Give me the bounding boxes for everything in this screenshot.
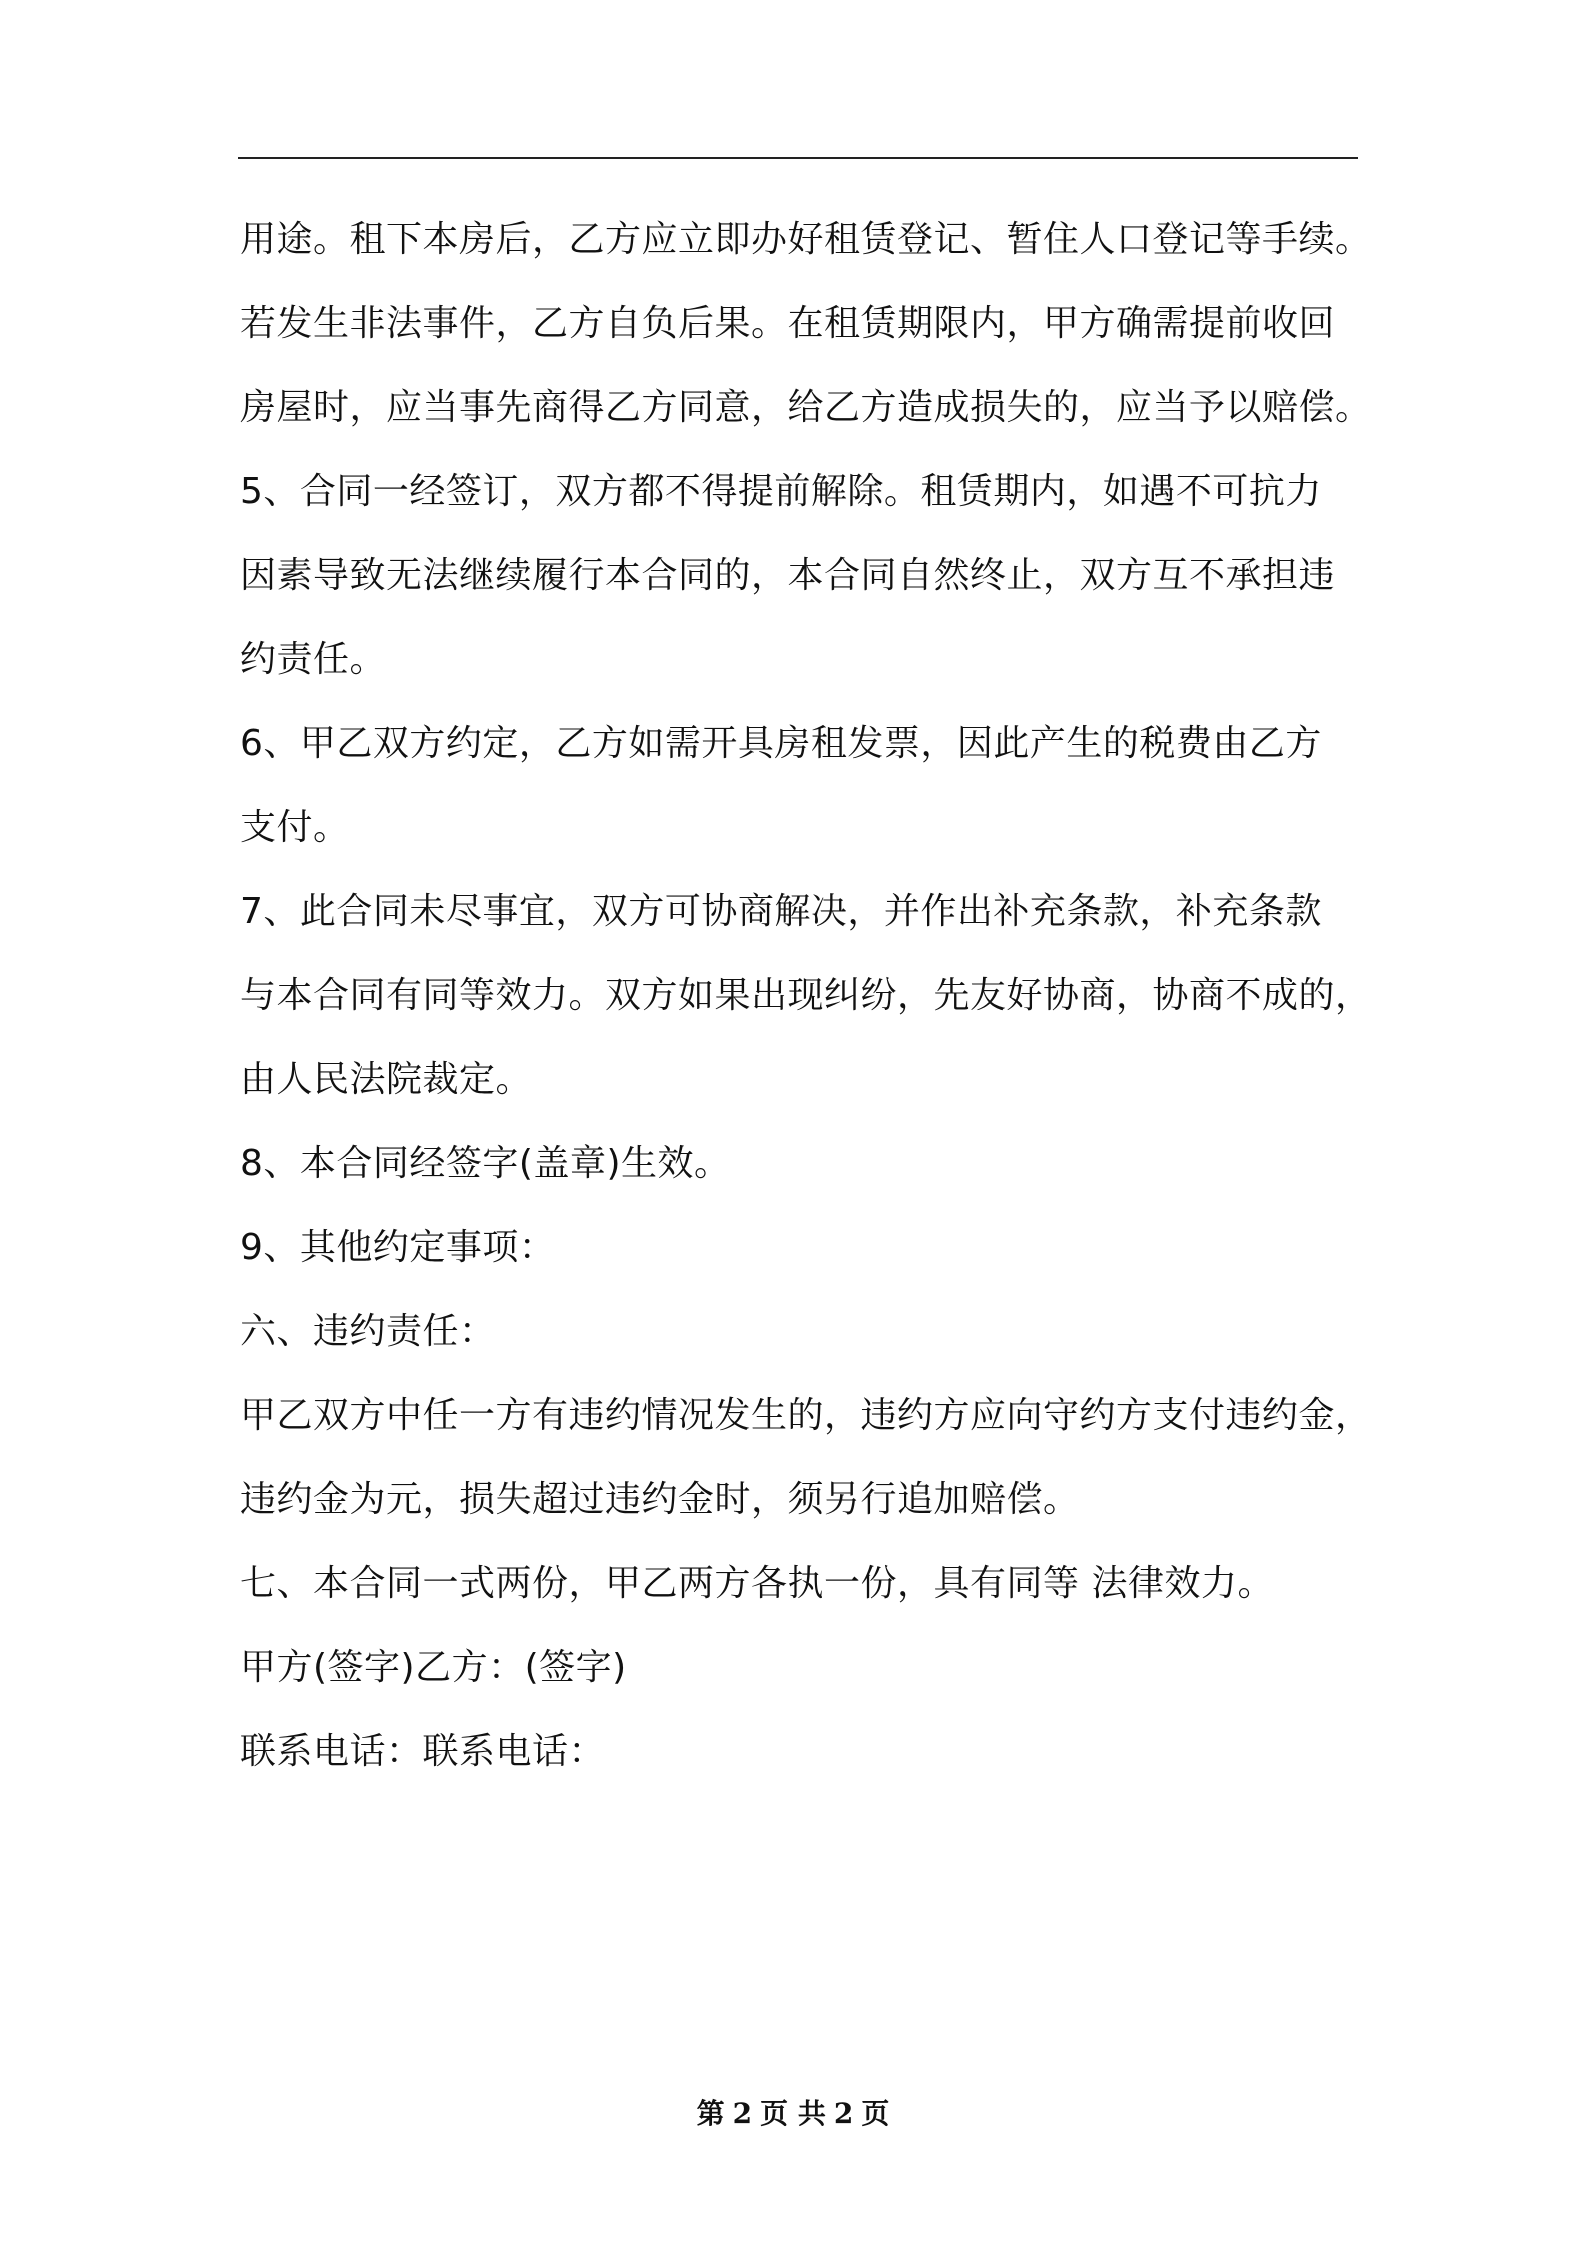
- text-line: 房屋时，应当事先商得乙方同意，给乙方造成损失的，应当予以赔偿。: [240, 387, 1372, 428]
- text-line: 用途。租下本房后，乙方应立即办好租赁登记、暂住人口登记等手续。: [240, 219, 1372, 260]
- contact-phone-line: 联系电话：联系电话：: [240, 1731, 606, 1772]
- clause-6-line: 6、甲乙双方约定，乙方如需开具房租发票，因此产生的税费由乙方: [240, 723, 1322, 764]
- clause-8-line: 8、本合同经签字(盖章)生效。: [240, 1143, 731, 1184]
- footer-current-page: 2: [732, 2097, 753, 2130]
- signature-line: 甲方(签字)乙方：(签字): [240, 1647, 627, 1688]
- section-seven-line: 七、本合同一式两份，甲乙两方各执一份，具有同等 法律效力。: [240, 1563, 1274, 1604]
- clause-9-line: 9、其他约定事项：: [240, 1227, 556, 1268]
- footer-prefix: 第: [696, 2097, 725, 2130]
- text-line: 违约金为元，损失超过违约金时，须另行追加赔偿。: [240, 1479, 1080, 1520]
- footer-suffix: 页: [861, 2097, 890, 2130]
- section-heading-breach: 六、违约责任：: [240, 1311, 496, 1352]
- footer-total-pages: 2: [833, 2097, 854, 2130]
- footer-middle: 页 共: [760, 2097, 826, 2130]
- text-line: 因素导致无法继续履行本合同的，本合同自然终止，双方互不承担违: [240, 555, 1336, 596]
- page-footer: [0, 2090, 1586, 2138]
- text-line: 支付。: [240, 807, 350, 848]
- text-line: 甲乙双方中任一方有违约情况发生的，违约方应向守约方支付违约金，: [240, 1395, 1372, 1436]
- clause-5-line: 5、合同一经签订，双方都不得提前解除。租赁期内，如遇不可抗力: [240, 471, 1322, 512]
- header-rule: [238, 157, 1358, 159]
- text-line: 与本合同有同等效力。双方如果出现纠纷，先友好协商，协商不成的，: [240, 975, 1372, 1016]
- text-line: 约责任。: [240, 639, 387, 680]
- text-line: 若发生非法事件，乙方自负后果。在租赁期限内，甲方确需提前收回: [240, 303, 1336, 344]
- clause-7-line: 7、此合同未尽事宜，双方可协商解决，并作出补充条款，补充条款: [240, 891, 1322, 932]
- document-body: [240, 198, 1380, 1794]
- text-line: 由人民法院裁定。: [240, 1059, 533, 1100]
